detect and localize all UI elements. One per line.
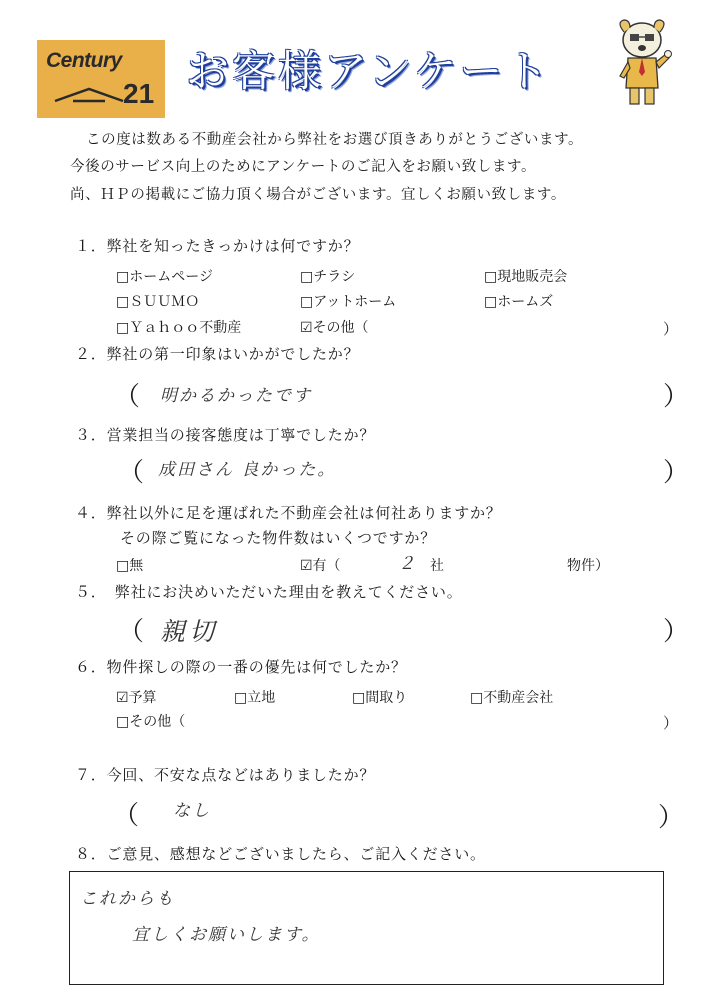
- close-paren: ）: [658, 803, 685, 833]
- intro-line-1: この度は数ある不動産会社から弊社をお選び頂きありがとうございます。: [86, 132, 584, 148]
- close-paren: ）: [663, 382, 690, 412]
- intro-line-3: 尚、ＨＰの掲載にご協力頂く場合がございます。宜しくお願い致します。: [70, 187, 566, 203]
- open-paren: （: [118, 458, 145, 488]
- intro-line-2: 今後のサービス向上のためにアンケートのご記入をお願い致します。: [70, 159, 537, 175]
- checkbox-athome[interactable]: □アットホーム: [300, 294, 397, 310]
- comment-line-1: これからも: [80, 889, 175, 909]
- close-paren: ）: [663, 714, 679, 732]
- answer-3: 成田さん 良かった。: [158, 460, 337, 480]
- answer-2: 明かるかったです: [160, 386, 312, 406]
- checkbox-budget[interactable]: ☑予算: [116, 690, 157, 706]
- logo-wordmark: Century: [46, 49, 122, 72]
- answer-4-count: ２: [398, 554, 417, 574]
- close-paren: ）: [663, 458, 690, 488]
- logo-number: 21: [123, 78, 155, 109]
- checkbox-open-house[interactable]: □現地販売会: [484, 269, 568, 285]
- question-3: ３．営業担当の接客態度は丁寧でしたか？: [75, 426, 376, 444]
- answer-5: 親切: [160, 617, 219, 646]
- house-roof-icon: [53, 86, 125, 104]
- page-title: お客様アンケート: [186, 47, 552, 97]
- checkbox-other[interactable]: □その他（: [116, 714, 186, 730]
- answer-7: なし: [173, 801, 211, 821]
- close-paren: ）: [663, 617, 690, 647]
- open-paren: （: [113, 801, 140, 831]
- unit-company: 社: [430, 558, 444, 574]
- comment-line-2: 宜しくお願いします。: [132, 925, 321, 945]
- comment-box[interactable]: [69, 871, 664, 985]
- close-paren: ）: [663, 320, 679, 338]
- open-paren: （: [118, 617, 145, 647]
- checkbox-agency[interactable]: □不動産会社: [470, 690, 554, 706]
- checkbox-homepage[interactable]: □ホームページ: [116, 269, 213, 285]
- question-6: ６．物件探しの際の一番の優先は何でしたか？: [75, 658, 407, 676]
- question-4-sub: その際ご覧になった物件数はいくつですか？: [120, 529, 437, 547]
- checkbox-homes[interactable]: □ホームズ: [484, 294, 554, 310]
- question-7: ７．今回、不安な点などはありましたか？: [75, 766, 376, 784]
- question-5: ５． 弊社にお決めいただいた理由を教えてください。: [75, 583, 463, 601]
- mascot-dog-icon: [612, 14, 674, 110]
- question-8: ８．ご意見、感想などございましたら、ご記入ください。: [75, 845, 486, 863]
- checkbox-other[interactable]: ☑その他（: [300, 320, 369, 336]
- checkbox-suumo[interactable]: □ＳＵＵＭＯ: [116, 294, 200, 310]
- question-2: ２．弊社の第一印象はいかがでしたか？: [75, 345, 360, 363]
- century21-logo: [37, 40, 165, 118]
- checkbox-yahoo[interactable]: □Ｙａｈｏｏ不動産: [116, 320, 242, 336]
- question-4: ４．弊社以外に足を運ばれた不動産会社は何社ありますか？: [75, 504, 502, 522]
- checkbox-flyer[interactable]: □チラシ: [300, 269, 356, 285]
- checkbox-layout[interactable]: □間取り: [352, 690, 408, 706]
- unit-property: 物件）: [567, 558, 609, 574]
- checkbox-none[interactable]: □無: [116, 558, 144, 574]
- question-1: １．弊社を知ったきっかけは何ですか？: [75, 237, 360, 255]
- open-paren: （: [114, 382, 141, 412]
- checkbox-location[interactable]: □立地: [234, 690, 276, 706]
- checkbox-yes[interactable]: ☑有（: [300, 558, 341, 574]
